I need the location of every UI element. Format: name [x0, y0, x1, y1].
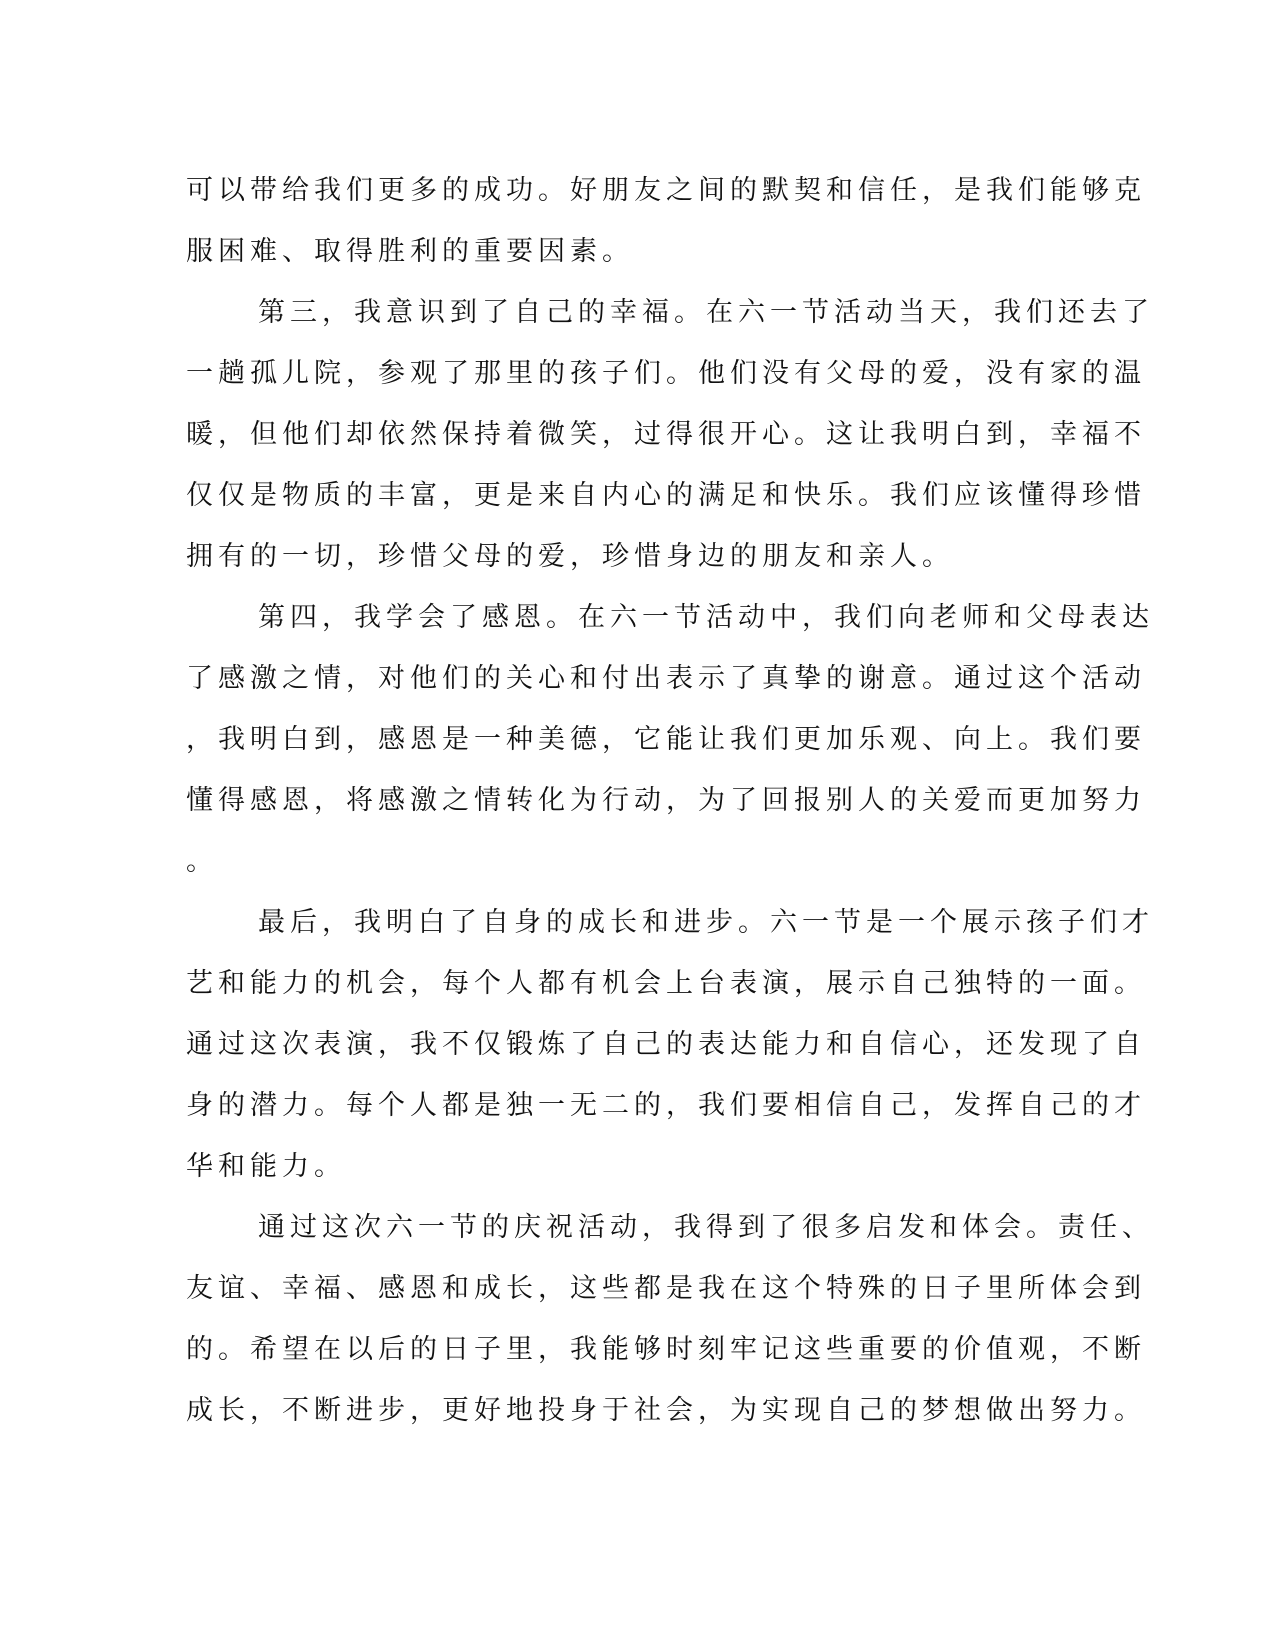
text-line: 服困难、取得胜利的重要因素。 — [186, 236, 634, 267]
text-line: 通过这次表演，我不仅锻炼了自己的表达能力和自信心，还发现了自 — [186, 1029, 1146, 1060]
document-body — [186, 160, 1154, 1441]
text-line: 华和能力。 — [186, 1151, 346, 1182]
text-line: ，我明白到，感恩是一种美德，它能让我们更加乐观、向上。我们要 — [186, 724, 1146, 755]
text-line: 成长，不断进步，更好地投身于社会，为实现自己的梦想做出努力。 — [186, 1395, 1146, 1426]
text-line: 可以带给我们更多的成功。好朋友之间的默契和信任，是我们能够克 — [186, 175, 1146, 206]
text-line: 第三，我意识到了自己的幸福。在六一节活动当天，我们还去了 — [258, 297, 1154, 328]
text-line: 最后，我明白了自身的成长和进步。六一节是一个展示孩子们才 — [258, 907, 1154, 938]
text-line: 暖，但他们却依然保持着微笑，过得很开心。这让我明白到，幸福不 — [186, 419, 1146, 450]
text-line: 一趟孤儿院，参观了那里的孩子们。他们没有父母的爱，没有家的温 — [186, 358, 1146, 389]
text-line: 了感激之情，对他们的关心和付出表示了真挚的谢意。通过这个活动 — [186, 663, 1146, 694]
text-line: 。 — [186, 846, 218, 877]
paragraph-happiness — [186, 282, 1154, 587]
text-line: 仅仅是物质的丰富，更是来自内心的满足和快乐。我们应该懂得珍惜 — [186, 480, 1146, 511]
text-line: 懂得感恩，将感激之情转化为行动，为了回报别人的关爱而更加努力 — [186, 785, 1146, 816]
paragraph-growth — [186, 892, 1154, 1197]
text-line: 友谊、幸福、感恩和成长，这些都是我在这个特殊的日子里所体会到 — [186, 1273, 1146, 1304]
text-line: 身的潜力。每个人都是独一无二的，我们要相信自己，发挥自己的才 — [186, 1090, 1146, 1121]
paragraph-conclusion — [186, 1197, 1154, 1441]
text-line: 拥有的一切，珍惜父母的爱，珍惜身边的朋友和亲人。 — [186, 541, 954, 572]
text-line: 艺和能力的机会，每个人都有机会上台表演，展示自己独特的一面。 — [186, 968, 1146, 999]
paragraph-gratitude — [186, 587, 1154, 892]
paragraph-continuation — [186, 160, 1146, 282]
text-line: 通过这次六一节的庆祝活动，我得到了很多启发和体会。责任、 — [258, 1212, 1154, 1243]
text-line: 第四，我学会了感恩。在六一节活动中，我们向老师和父母表达 — [258, 602, 1154, 633]
text-line: 的。希望在以后的日子里，我能够时刻牢记这些重要的价值观，不断 — [186, 1334, 1146, 1365]
